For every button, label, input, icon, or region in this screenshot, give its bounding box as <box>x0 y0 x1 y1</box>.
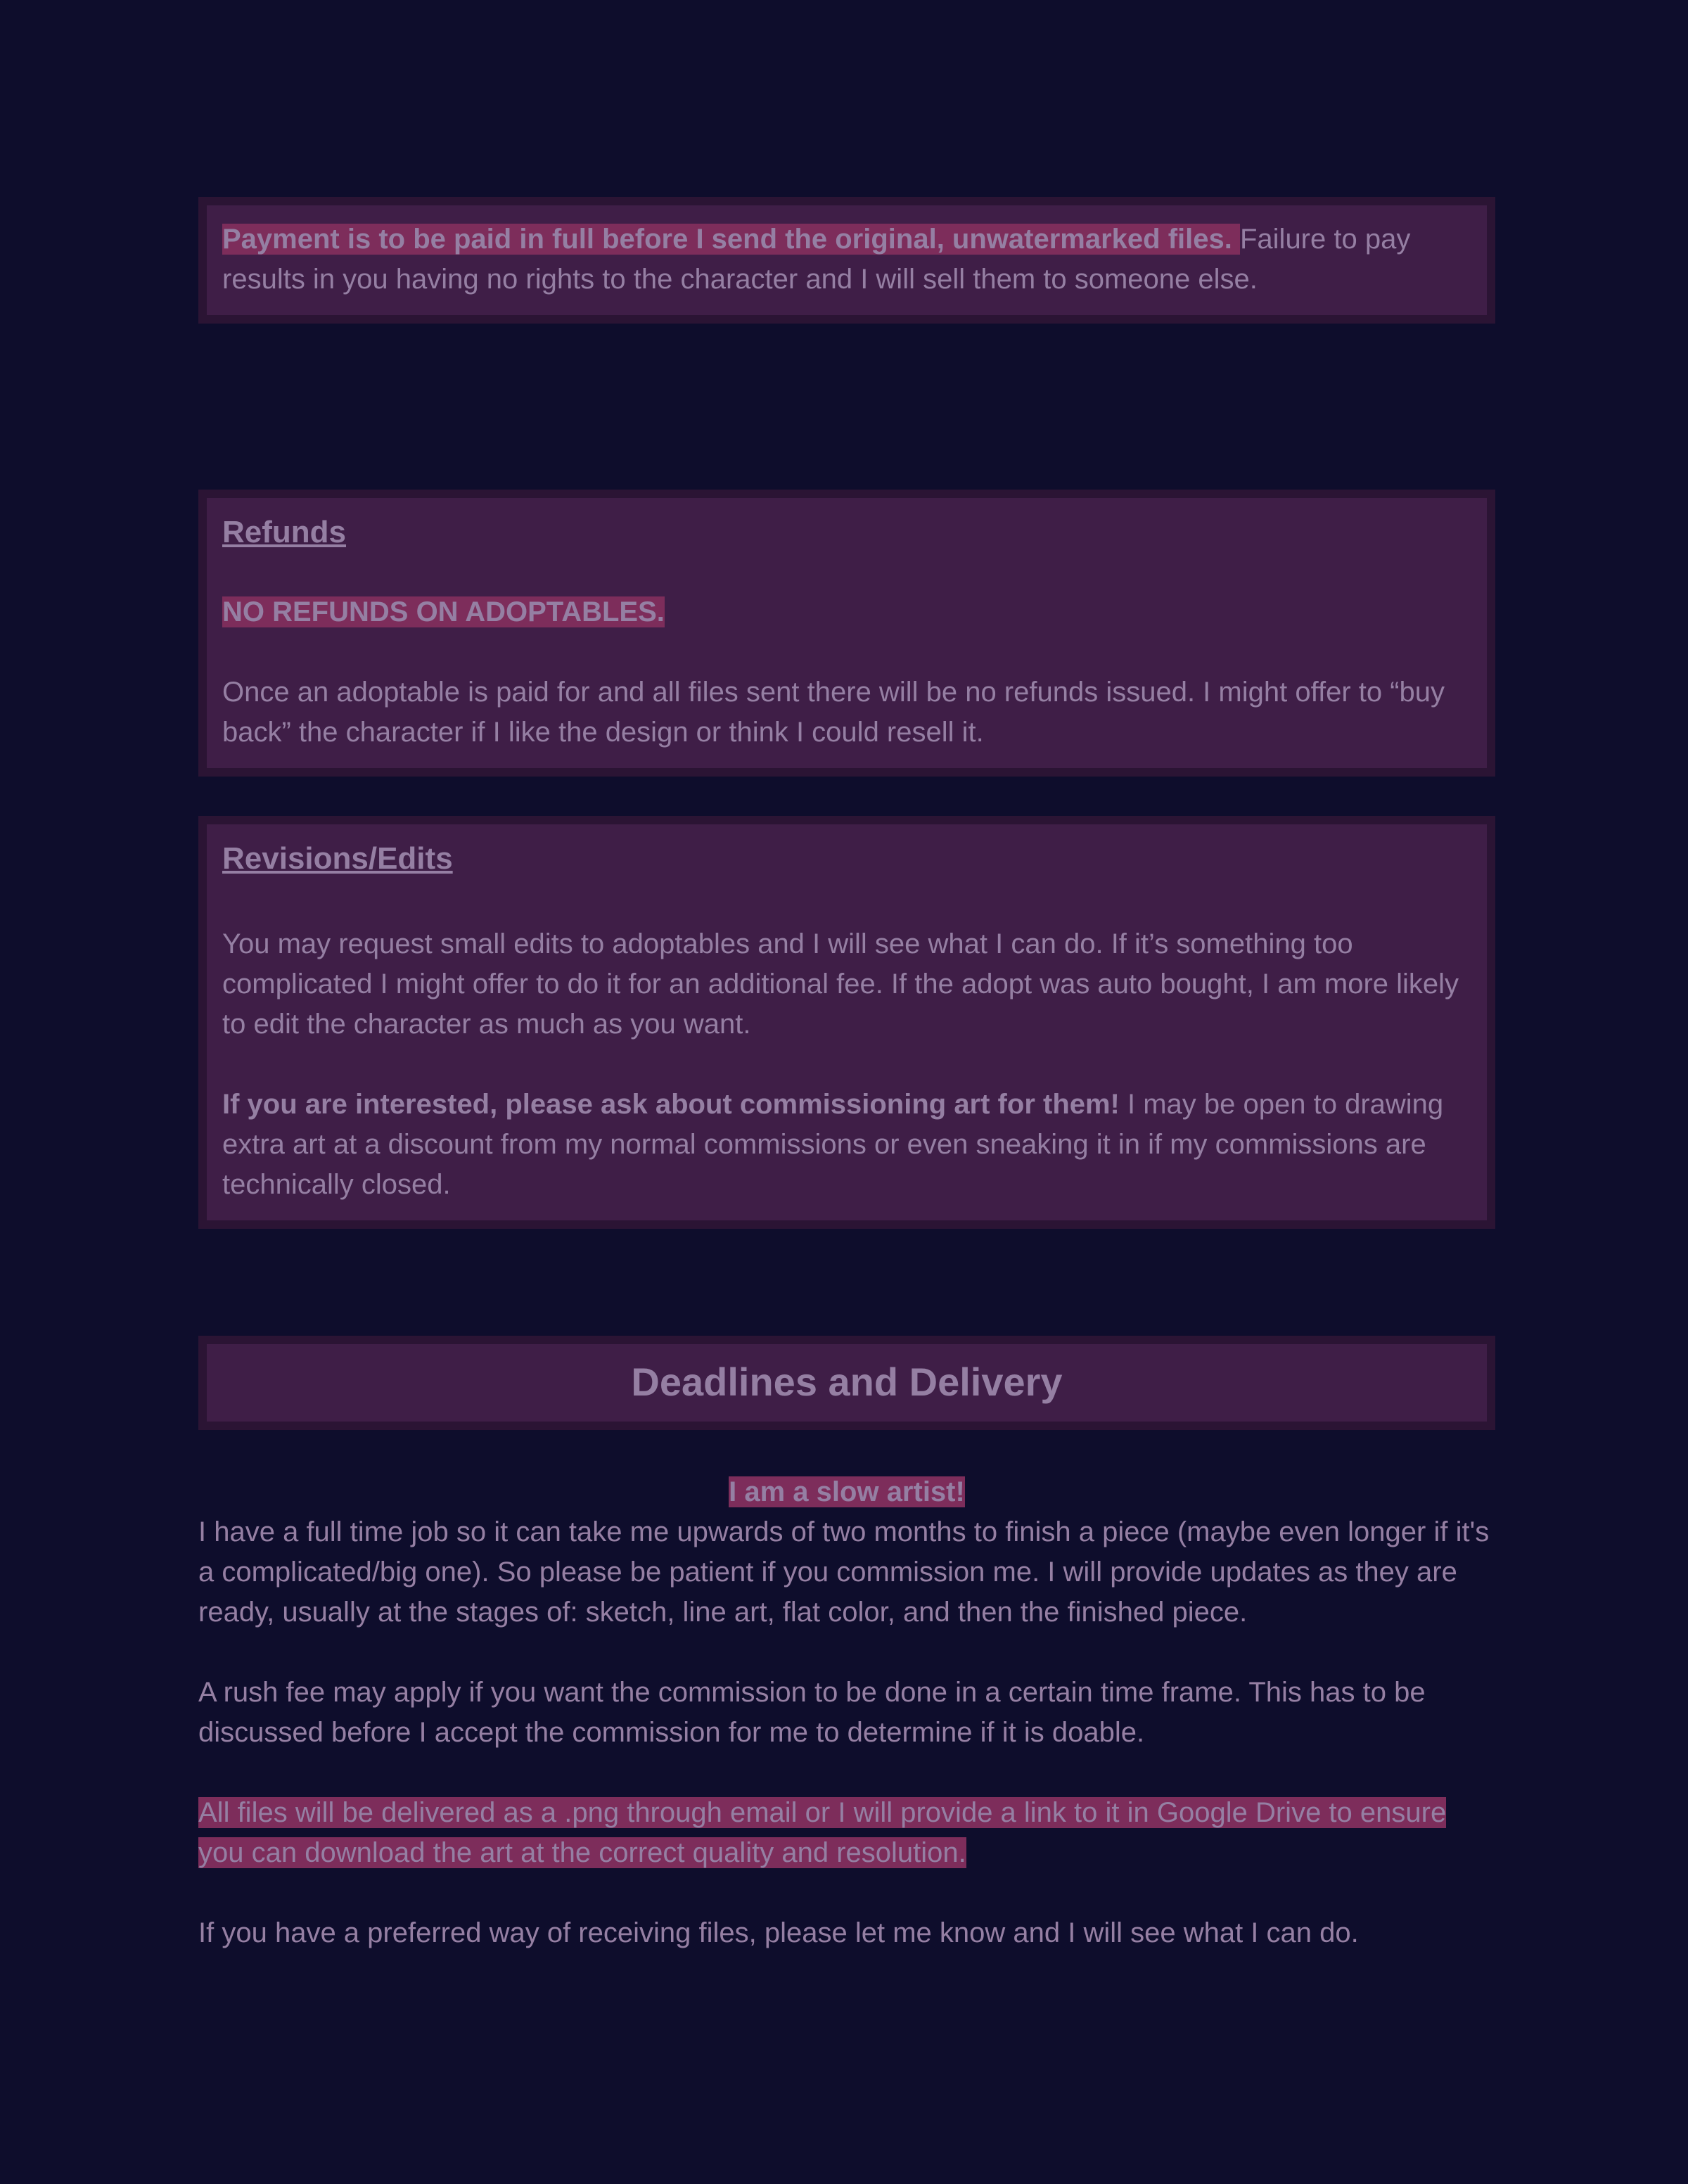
payment-rest: Failure to pay results in you having no rights to the character and I will sell them to someone else. <box>222 224 1411 295</box>
revisions-commission-text <box>222 1085 1473 1205</box>
refunds-body: Once an adoptable is paid for and all files sent there will be no refunds issued. I might offer to “buy back” the character if I like the design or think I could resell it. <box>222 677 1445 748</box>
delivery-highlight: All files will be delivered as a .png through email or I will provide a link to it in Google Drive to ensure you can download the art at the correct quality and resolution. <box>198 1797 1447 1868</box>
payment-bold-highlight: Payment is to be paid in full before I send the original, unwatermarked files. <box>222 224 1240 255</box>
deadlines-para-2: A rush fee may apply if you want the commission to be done in a certain time frame. This has to be discussed before I accept the commission for me to determine if it is doable. <box>198 1677 1426 1748</box>
revisions-box <box>198 816 1495 1229</box>
revisions-body: You may request small edits to adoptables and I will see what I can do. If it’s something too complicated I might offer to do it for an additional fee. If the adopt was auto bought, I am more likely to edit the character as much as you want. <box>222 928 1459 1040</box>
payment-text <box>222 219 1473 300</box>
slow-artist-highlight: I am a slow artist! <box>729 1476 965 1507</box>
terms-page <box>198 197 1495 1953</box>
deadlines-header-box <box>198 1336 1495 1430</box>
deadlines-para-4: If you have a preferred way of receiving files, please let me know and I will see what I can do. <box>198 1917 1359 1948</box>
deadlines-content <box>198 1472 1495 1953</box>
payment-box <box>198 197 1495 324</box>
refunds-title: Refunds <box>222 515 346 549</box>
deadlines-para-1: I have a full time job so it can take me upwards of two months to finish a piece (maybe even longer if it's a complicated/big one). So please be patient if you commission me. I will provide updates as they are ready, usually at the stages of: sketch, line art, flat color, and then the finished piece. <box>198 1516 1490 1628</box>
no-refunds-highlight: NO REFUNDS ON ADOPTABLES. <box>222 596 665 627</box>
revisions-rest: I may be open to drawing extra art at a discount from my normal commissions or even sneaking it in if my commissions are technically closed. <box>222 1089 1444 1200</box>
revisions-bold: If you are interested, please ask about commissioning art for them! <box>222 1089 1120 1120</box>
deadlines-title: Deadlines and Delivery <box>631 1360 1063 1404</box>
refunds-box <box>198 490 1495 777</box>
revisions-title: Revisions/Edits <box>222 841 453 876</box>
